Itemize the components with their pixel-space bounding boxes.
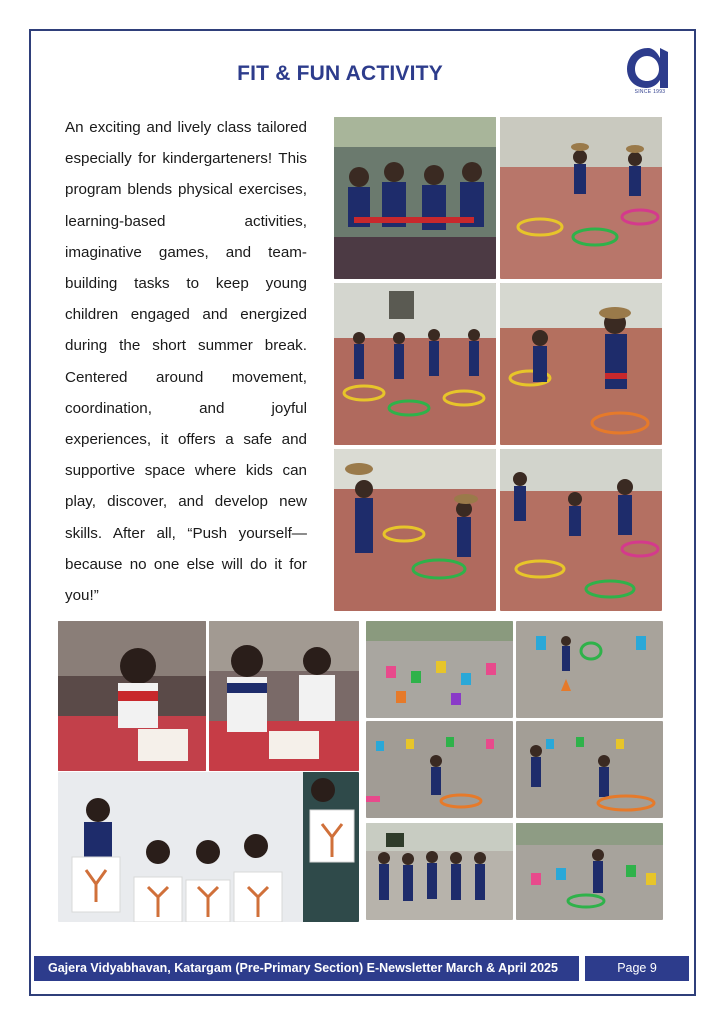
photo-chairs-obstacle-course [366,621,513,718]
photo-hoop-chair-activity [516,621,663,718]
footer-newsletter-title: Gajera Vidyabhavan, Katargam (Pre-Primary Section) E-Newsletter March & April 2025 [34,956,579,981]
logo-since-text: SINCE 1993 [634,89,666,95]
photo-hand-painting-2 [209,621,359,771]
footer-page-number: Page 9 [585,956,689,981]
photo-hand-painting-1 [58,621,206,771]
page-title: FIT & FUN ACTIVITY [237,62,443,85]
photo-chairs-obstacle-course-2 [516,823,663,920]
photo-basket-balance-hoops-1 [500,117,662,279]
photo-kids-seated-group [334,117,496,279]
photo-hurdle-hopping-2 [516,721,663,818]
photo-basket-balance-hoops-4 [334,449,496,611]
photo-basket-balance-hoops-5 [500,449,662,611]
photo-handprint-tree-display [58,772,359,922]
photo-basket-balance-hoops-2 [334,283,496,445]
photo-hurdle-hopping-1 [366,721,513,818]
intro-paragraph: An exciting and lively class tailored especially for kindergarteners! This program blends physical exercises, learning-based activities, imaginative games, and team-building tasks to keep young children engaged and energized during the short summer break. Centered around movement, coordination, and joyful experiences, it offers a safe and supportive space where kids can play, discover, and develop new skills. After all, “Push yourself—because no one else will do it for you!” [65,119,307,605]
photo-group-lineup [366,823,513,920]
photo-basket-balance-hoops-3 [500,283,662,445]
